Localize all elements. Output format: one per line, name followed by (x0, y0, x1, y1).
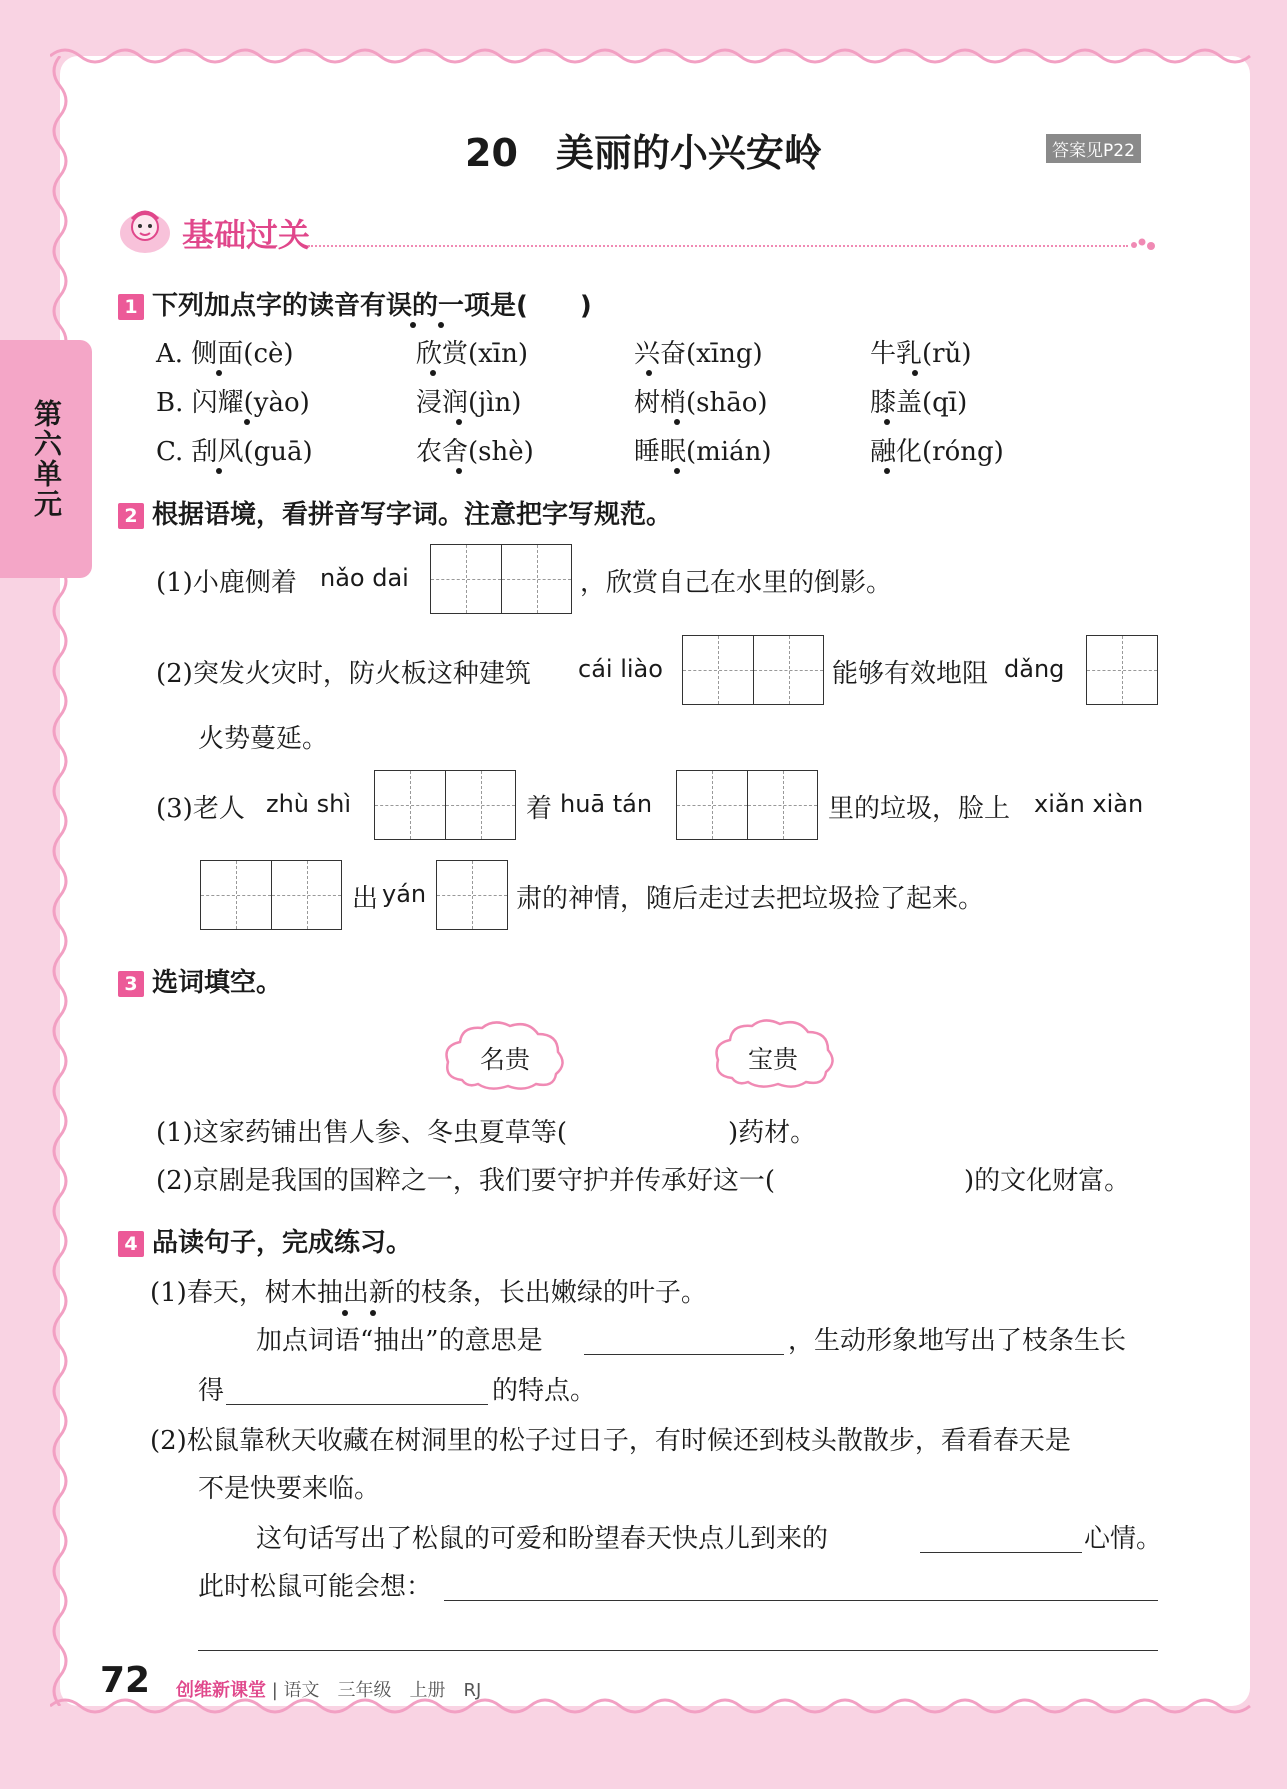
emphasis-dot (216, 468, 222, 474)
page-number: 72 (100, 1660, 151, 1701)
grid-cell[interactable] (501, 545, 571, 613)
question-number-badge: 4 (118, 1231, 144, 1257)
q1-option-cell: 融化(róng) (870, 437, 1004, 467)
q1-option-cell: C. 刮风(guā) (156, 437, 313, 467)
answer-grid[interactable] (682, 635, 824, 705)
section-divider (308, 245, 1128, 247)
q3-s1-text-a: (1)这家药铺出售人参、冬虫夏草等( (156, 1118, 567, 1148)
q4-s1-question-b: ，生动形象地写出了枝条生长 (788, 1326, 1127, 1356)
q1-option-cell: A. 侧面(cè) (156, 339, 294, 369)
emphasis-dot (342, 1310, 348, 1316)
grid-cell[interactable] (201, 861, 271, 929)
grid-cell[interactable] (445, 771, 515, 839)
q2-s2-text-b: 能够有效地阻 (832, 659, 989, 689)
emphasis-dot (912, 370, 918, 376)
q2-s3-text-c: 里的垃圾，脸上 (828, 794, 1011, 824)
question-4-prompt: 品读句子，完成练习。 (152, 1228, 413, 1258)
q2-s2-text-c: 火势蔓延。 (198, 724, 329, 754)
footer-info: 语文 三年级 上册 RJ (283, 1680, 482, 1701)
question-4-title (118, 1222, 412, 1259)
section-label: 基础过关 (182, 216, 311, 254)
q1-option-cell: 兴奋(xīng) (634, 339, 763, 369)
grid-cell[interactable] (683, 636, 753, 704)
question-1-title (118, 285, 592, 322)
unit-side-tab (0, 340, 92, 578)
q2-s3-text-b: 着 (526, 794, 553, 824)
emphasis-dot (438, 322, 444, 328)
answer-grid[interactable] (430, 544, 572, 614)
q2-s3-text-e: 肃的神情，随后走过去把垃圾捡了起来。 (516, 884, 985, 914)
word-option-1: 名贵 (479, 1045, 530, 1074)
wavy-top-border (50, 44, 1260, 68)
emphasis-dot (410, 322, 416, 328)
footer-brand: 创维新课堂 (176, 1680, 266, 1701)
answer-blank[interactable] (226, 1403, 488, 1405)
question-number-badge: 2 (118, 503, 144, 529)
question-3-prompt: 选词填空。 (152, 968, 283, 998)
answer-blank[interactable] (920, 1551, 1082, 1553)
question-3-title (118, 962, 282, 999)
grid-cell[interactable] (271, 861, 341, 929)
q4-sentence-2-line-1: (2)松鼠靠秋天收藏在树洞里的松子过日子，有时候还到枝头散散步，看看春天是 (150, 1426, 1071, 1456)
q4-s2-question-b: 心情。 (1084, 1524, 1163, 1554)
answer-blank[interactable] (198, 1649, 1158, 1651)
q1-option-cell: 膝盖(qī) (870, 388, 968, 418)
emphasis-dot (430, 370, 436, 376)
emphasis-dot (216, 370, 222, 376)
q1-option-cell: 农舍(shè) (416, 437, 534, 467)
question-2-prompt: 根据语境，看拼音写字词。注意把字写规范。 (152, 500, 673, 530)
q2-s3-text-d: 出 (352, 884, 379, 914)
wavy-left-border (48, 56, 72, 1706)
answer-grid[interactable] (1086, 635, 1158, 705)
emphasis-dot (884, 468, 890, 474)
emphasis-dot (456, 419, 462, 425)
emphasis-dot (244, 419, 250, 425)
q2-s3-pinyin-2: huā tán (560, 790, 653, 818)
answer-blank[interactable] (584, 1353, 784, 1355)
q4-sentence-2-line-2: 不是快要来临。 (198, 1474, 381, 1504)
grid-cell[interactable] (437, 861, 507, 929)
unit-side-tab-label: 第六单元 (30, 399, 63, 519)
q2-s2-pinyin-2: dǎng (1004, 655, 1065, 683)
emphasis-dot (884, 419, 890, 425)
q1-option-cell: 树梢(shāo) (634, 388, 768, 418)
q2-s3-pinyin-3: xiǎn xiàn (1034, 790, 1144, 818)
q2-s3-pinyin-1: zhù shì (266, 790, 352, 818)
grid-cell[interactable] (677, 771, 747, 839)
q1-option-cell: B. 闪耀(yào) (156, 388, 310, 418)
question-1-prompt: 下列加点字的读音有误的一项是( ) (152, 291, 592, 321)
section-header (118, 200, 1168, 260)
q3-s1-text-b: )药材。 (728, 1118, 817, 1148)
q2-s2-pinyin: cái liào (578, 655, 663, 683)
q4-s2-question-a: 这句话写出了松鼠的可爱和盼望春天快点儿到来的 (256, 1524, 829, 1554)
q1-option-cell: 睡眠(mián) (634, 437, 772, 467)
grid-cell[interactable] (431, 545, 501, 613)
q1-option-cell: 牛乳(rǔ) (870, 339, 972, 369)
q2-s1-pinyin: nǎo dai (320, 564, 409, 592)
word-option-2: 宝贵 (747, 1045, 798, 1074)
q2-s3-pinyin-4: yán (382, 880, 427, 908)
emphasis-dot (646, 370, 652, 376)
q4-s1-question-d: 的特点。 (492, 1376, 597, 1406)
grid-cell[interactable] (747, 771, 817, 839)
answer-reference-badge: 答案见P22 (1046, 134, 1141, 163)
q4-sentence-1: (1)春天，树木抽出新的枝条，长出嫩绿的叶子。 (150, 1278, 707, 1308)
grid-cell[interactable] (753, 636, 823, 704)
question-number-badge: 3 (118, 971, 144, 997)
q2-s2-text-a: (2)突发火灾时，防火板这种建筑 (156, 659, 531, 689)
q2-s1-text-a: (1)小鹿侧着 (156, 568, 297, 598)
emphasis-dot (674, 419, 680, 425)
lesson-title: 20 美丽的小兴安岭 (465, 131, 822, 175)
q2-s1-text-b: ，欣赏自己在水里的倒影。 (580, 568, 893, 598)
dots-ornament-icon (1130, 237, 1156, 253)
girl-mascot-icon (118, 205, 172, 255)
grid-cell[interactable] (375, 771, 445, 839)
answer-grid[interactable] (676, 770, 818, 840)
emphasis-dot (370, 1310, 376, 1316)
q4-s1-question-c: 得 (198, 1376, 225, 1406)
grid-cell[interactable] (1087, 636, 1157, 704)
q4-s1-question-a: 加点词语“抽出”的意思是 (256, 1326, 543, 1356)
q1-option-cell: 欣赏(xīn) (416, 339, 529, 369)
question-2-title (118, 494, 672, 531)
emphasis-dot (456, 468, 462, 474)
footer-separator: | (271, 1680, 284, 1701)
q2-s3-text-a: (3)老人 (156, 794, 245, 824)
emphasis-dot (674, 468, 680, 474)
answer-grid[interactable] (200, 860, 342, 930)
answer-grid[interactable] (436, 860, 508, 930)
q3-s2-text-b: )的文化财富。 (964, 1166, 1131, 1196)
answer-grid[interactable] (374, 770, 516, 840)
q4-s2-question-c: 此时松鼠可能会想： (198, 1572, 433, 1602)
q1-option-cell: 浸润(jìn) (416, 388, 522, 418)
answer-blank[interactable] (444, 1599, 1158, 1601)
question-number-badge: 1 (118, 294, 144, 320)
q3-s2-text-a: (2)京剧是我国的国粹之一，我们要守护并传承好这一( (156, 1166, 775, 1196)
footer (176, 1676, 481, 1702)
